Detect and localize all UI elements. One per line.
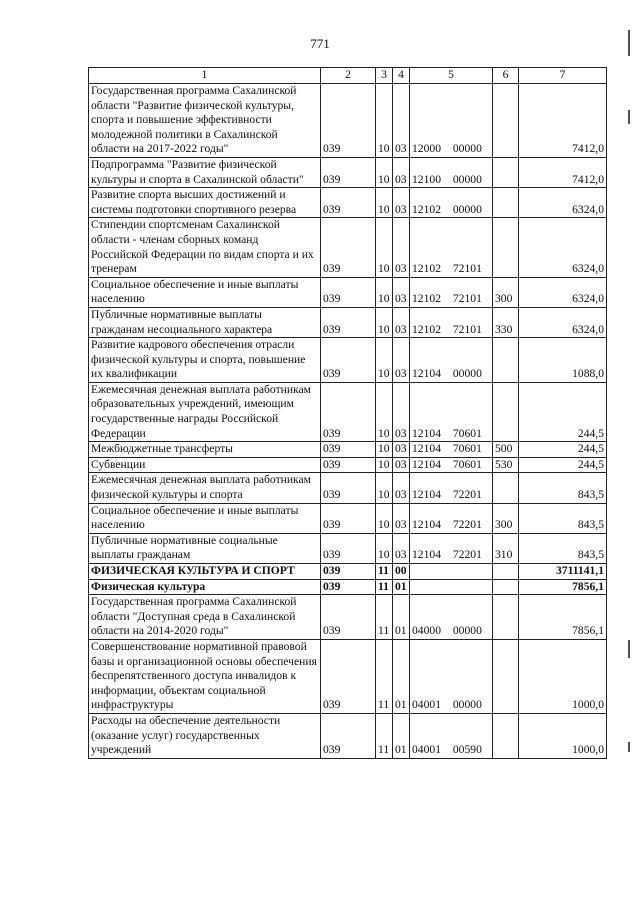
cell-expense-type <box>493 639 519 713</box>
cell-target-article: 12102 72101 <box>410 277 493 307</box>
cell-expense-type: 310 <box>493 533 519 563</box>
cell-name: Стипендии спортсменам Сахалинской области - членам сборных команд Российской Федерации по видам спорта и их тренерам <box>89 218 321 277</box>
cell-expense-type <box>493 713 519 758</box>
cell-subsection: 01 <box>393 713 410 758</box>
cell-target-article: 04000 00000 <box>410 595 493 640</box>
cell-expense-type <box>493 188 519 218</box>
cell-section: 11 <box>376 713 393 758</box>
cell-admin-code: 039 <box>321 218 376 277</box>
cell-name: Субвенции <box>89 457 321 473</box>
cell-subsection: 03 <box>393 382 410 441</box>
cell-name: Государственная программа Сахалинской области "Доступная среда в Сахалинской области на 2014-2020 годы" <box>89 595 321 640</box>
cell-admin-code: 039 <box>321 307 376 337</box>
header-cell-col5: 5 <box>410 68 493 84</box>
cell-section: 10 <box>376 457 393 473</box>
cell-target-article: 12104 72201 <box>410 473 493 503</box>
cell-amount: 843,5 <box>519 503 607 533</box>
table-row <box>89 564 607 580</box>
cell-amount: 843,5 <box>519 473 607 503</box>
cell-amount: 244,5 <box>519 457 607 473</box>
table-body <box>89 84 607 759</box>
cell-expense-type <box>493 84 519 158</box>
cell-admin-code: 039 <box>321 157 376 187</box>
cell-subsection: 03 <box>393 218 410 277</box>
cell-target-article: 12104 70601 <box>410 457 493 473</box>
cell-amount: 244,5 <box>519 382 607 441</box>
cell-expense-type: 530 <box>493 457 519 473</box>
cell-name: Публичные нормативные выплаты гражданам несоциального характера <box>89 307 321 337</box>
cell-admin-code: 039 <box>321 84 376 158</box>
header-cell-col4: 4 <box>393 68 410 84</box>
cell-section: 10 <box>376 188 393 218</box>
cell-subsection: 03 <box>393 338 410 383</box>
cell-admin-code: 039 <box>321 473 376 503</box>
table-row <box>89 595 607 640</box>
cell-target-article: 04001 00000 <box>410 639 493 713</box>
cell-section: 10 <box>376 307 393 337</box>
cell-section: 10 <box>376 533 393 563</box>
cell-target-article: 12104 72201 <box>410 503 493 533</box>
cell-subsection: 03 <box>393 442 410 458</box>
table-row <box>89 84 607 158</box>
scan-edge-mark <box>628 30 630 56</box>
cell-subsection: 03 <box>393 84 410 158</box>
header-cell-col3: 3 <box>376 68 393 84</box>
table-row <box>89 579 607 595</box>
scan-edge-mark <box>628 640 630 658</box>
cell-amount: 6324,0 <box>519 218 607 277</box>
cell-expense-type: 330 <box>493 307 519 337</box>
table-row <box>89 442 607 458</box>
cell-amount: 1088,0 <box>519 338 607 383</box>
cell-section: 11 <box>376 595 393 640</box>
cell-name: Межбюджетные трансферты <box>89 442 321 458</box>
cell-name: Социальное обеспечение и иные выплаты населению <box>89 277 321 307</box>
table-row <box>89 503 607 533</box>
cell-name: Совершенствование нормативной правовой базы и организационной основы обеспечения беспрепятственного доступа инвалидов к информации, объектам социальной инфраструктуры <box>89 639 321 713</box>
cell-section: 11 <box>376 639 393 713</box>
cell-section: 10 <box>376 277 393 307</box>
cell-name: Расходы на обеспечение деятельности (оказание услуг) государственных учреждений <box>89 713 321 758</box>
cell-name: Ежемесячная денежная выплата работникам физической культуры и спорта <box>89 473 321 503</box>
table-row <box>89 473 607 503</box>
cell-subsection: 03 <box>393 473 410 503</box>
cell-admin-code: 039 <box>321 595 376 640</box>
cell-target-article: 12104 70601 <box>410 382 493 441</box>
table-row <box>89 457 607 473</box>
cell-subsection: 03 <box>393 457 410 473</box>
cell-admin-code: 039 <box>321 579 376 595</box>
cell-target-article <box>410 564 493 580</box>
cell-name: Подпрограмма "Развитие физической культуры и спорта в Сахалинской области" <box>89 157 321 187</box>
cell-section: 10 <box>376 84 393 158</box>
table-row <box>89 307 607 337</box>
cell-expense-type <box>493 595 519 640</box>
cell-expense-type <box>493 579 519 595</box>
cell-amount: 1000,0 <box>519 713 607 758</box>
header-cell-col7: 7 <box>519 68 607 84</box>
cell-name: Развитие кадрового обеспечения отрасли физической культуры и спорта, повышение их квалификации <box>89 338 321 383</box>
cell-name: ФИЗИЧЕСКАЯ КУЛЬТУРА И СПОРТ <box>89 564 321 580</box>
cell-admin-code: 039 <box>321 457 376 473</box>
table-row <box>89 382 607 441</box>
cell-subsection: 03 <box>393 533 410 563</box>
cell-admin-code: 039 <box>321 533 376 563</box>
cell-name: Социальное обеспечение и иные выплаты населению <box>89 503 321 533</box>
cell-target-article <box>410 579 493 595</box>
cell-amount: 7856,1 <box>519 579 607 595</box>
cell-name: Публичные нормативные социальные выплаты гражданам <box>89 533 321 563</box>
cell-subsection: 01 <box>393 579 410 595</box>
cell-expense-type <box>493 338 519 383</box>
table-row <box>89 713 607 758</box>
table-row <box>89 218 607 277</box>
cell-name: Государственная программа Сахалинской области "Развитие физической культуры, спорта и повышение эффективности молодежной политики в Сахалинской области на 2017-2022 годы" <box>89 84 321 158</box>
header-cell-col2: 2 <box>321 68 376 84</box>
table-row <box>89 639 607 713</box>
cell-section: 10 <box>376 473 393 503</box>
cell-expense-type <box>493 218 519 277</box>
cell-target-article: 04001 00590 <box>410 713 493 758</box>
cell-expense-type <box>493 157 519 187</box>
cell-subsection: 03 <box>393 188 410 218</box>
cell-section: 10 <box>376 442 393 458</box>
cell-subsection: 03 <box>393 157 410 187</box>
table-row <box>89 533 607 563</box>
cell-section: 10 <box>376 382 393 441</box>
cell-expense-type: 500 <box>493 442 519 458</box>
cell-admin-code: 039 <box>321 442 376 458</box>
cell-section: 11 <box>376 564 393 580</box>
cell-target-article: 12104 00000 <box>410 338 493 383</box>
cell-section: 11 <box>376 579 393 595</box>
cell-admin-code: 039 <box>321 564 376 580</box>
cell-subsection: 01 <box>393 595 410 640</box>
cell-admin-code: 039 <box>321 503 376 533</box>
cell-admin-code: 039 <box>321 382 376 441</box>
cell-target-article: 12102 72101 <box>410 218 493 277</box>
table-row <box>89 188 607 218</box>
cell-name: Физическая культура <box>89 579 321 595</box>
cell-subsection: 00 <box>393 564 410 580</box>
cell-name: Развитие спорта высших достижений и системы подготовки спортивного резерва <box>89 188 321 218</box>
table-row <box>89 157 607 187</box>
cell-expense-type <box>493 564 519 580</box>
cell-amount: 6324,0 <box>519 188 607 218</box>
cell-amount: 6324,0 <box>519 307 607 337</box>
cell-expense-type <box>493 382 519 441</box>
cell-amount: 3711141,1 <box>519 564 607 580</box>
cell-expense-type: 300 <box>493 503 519 533</box>
cell-target-article: 12100 00000 <box>410 157 493 187</box>
scan-edge-mark <box>628 110 630 124</box>
cell-target-article: 12104 72201 <box>410 533 493 563</box>
cell-amount: 843,5 <box>519 533 607 563</box>
scan-edge-mark <box>628 742 630 752</box>
page-number: 771 <box>310 36 330 51</box>
cell-subsection: 01 <box>393 639 410 713</box>
cell-target-article: 12102 72101 <box>410 307 493 337</box>
cell-section: 10 <box>376 338 393 383</box>
cell-admin-code: 039 <box>321 713 376 758</box>
cell-target-article: 12102 00000 <box>410 188 493 218</box>
cell-expense-type: 300 <box>493 277 519 307</box>
cell-amount: 7856,1 <box>519 595 607 640</box>
cell-section: 10 <box>376 218 393 277</box>
cell-section: 10 <box>376 157 393 187</box>
cell-subsection: 03 <box>393 307 410 337</box>
cell-amount: 6324,0 <box>519 277 607 307</box>
header-cell-col6: 6 <box>493 68 519 84</box>
cell-amount: 7412,0 <box>519 84 607 158</box>
table-header-row <box>89 68 607 84</box>
cell-subsection: 03 <box>393 503 410 533</box>
cell-admin-code: 039 <box>321 639 376 713</box>
cell-admin-code: 039 <box>321 277 376 307</box>
header-cell-col1: 1 <box>89 68 321 84</box>
cell-target-article: 12104 70601 <box>410 442 493 458</box>
cell-amount: 1000,0 <box>519 639 607 713</box>
cell-amount: 244,5 <box>519 442 607 458</box>
cell-subsection: 03 <box>393 277 410 307</box>
budget-table <box>88 67 607 759</box>
table-row <box>89 277 607 307</box>
cell-admin-code: 039 <box>321 338 376 383</box>
cell-target-article: 12000 00000 <box>410 84 493 158</box>
cell-expense-type <box>493 473 519 503</box>
cell-admin-code: 039 <box>321 188 376 218</box>
cell-name: Ежемесячная денежная выплата работникам образовательных учреждений, имеющим государственные награды Российской Федерации <box>89 382 321 441</box>
cell-amount: 7412,0 <box>519 157 607 187</box>
table-row <box>89 338 607 383</box>
cell-section: 10 <box>376 503 393 533</box>
